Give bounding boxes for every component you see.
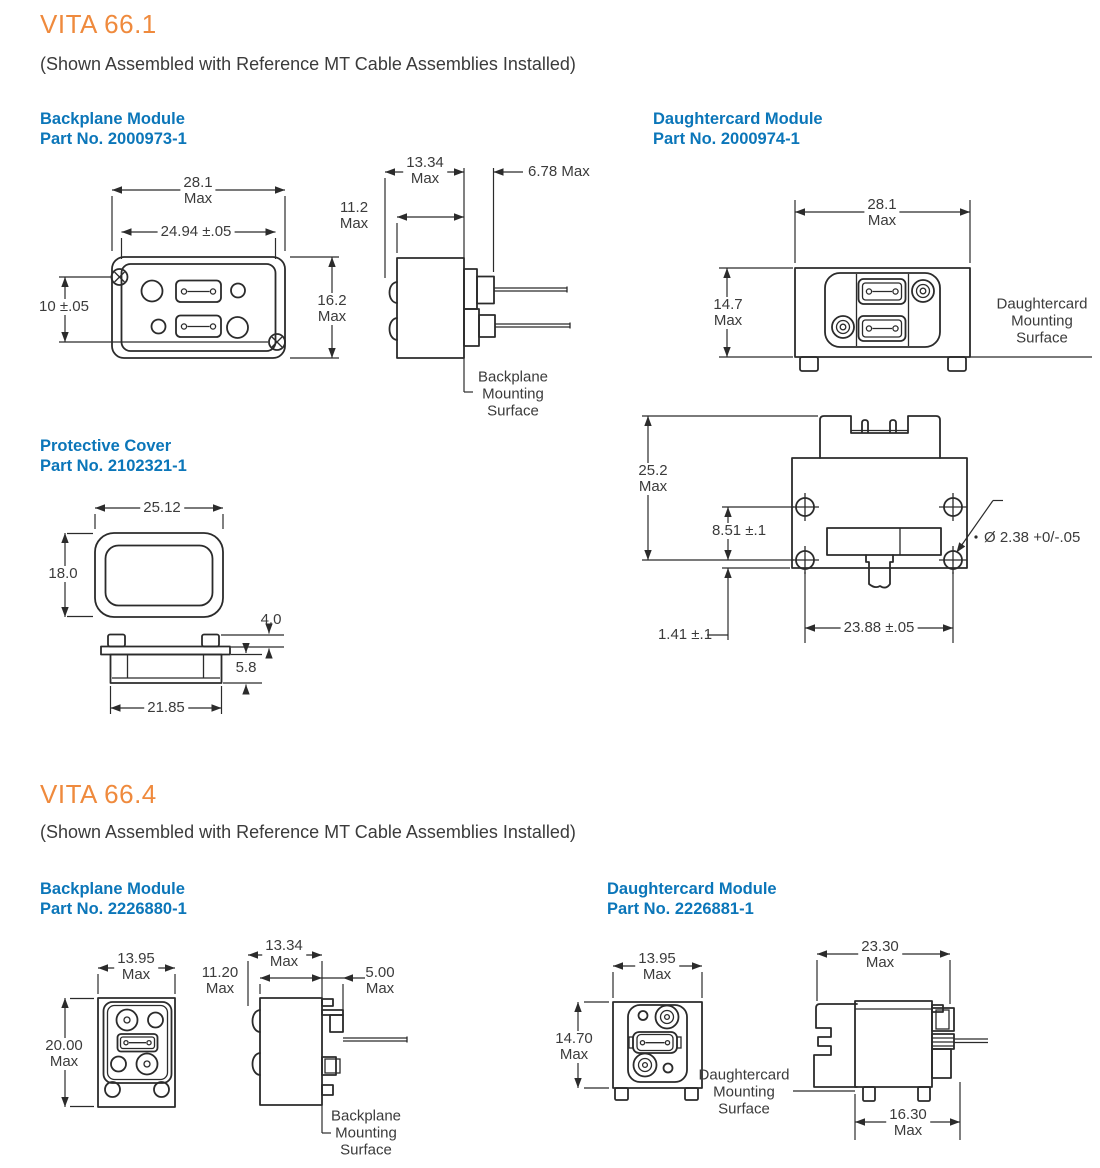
dim-664-bp-width-value: 13.95	[117, 950, 155, 967]
dim-664-dc-height-value: 14.70	[555, 1030, 593, 1047]
dim-664-dc-width-overall-max: Max	[865, 954, 895, 971]
heading-backplane-661	[40, 109, 187, 149]
backplane-661-side-drawing	[385, 168, 570, 392]
dim-664-dc-width-overall-value: 23.30	[861, 938, 899, 955]
dim-661-bp-body-depth	[340, 200, 368, 232]
note-line: Mounting	[1011, 312, 1073, 330]
note-661-daughtercard-mounting-surface	[997, 296, 1088, 347]
dim-664-bp-protrusion	[365, 965, 394, 997]
dim-cover-width: 25.12	[140, 500, 184, 516]
heading-daughtercard-661	[653, 109, 823, 149]
heading-backplane-661-name: Backplane Module	[40, 110, 185, 128]
heading-protective-cover-part: Part No. 2102321-1	[40, 457, 187, 475]
dim-661-dc-height-max: Max	[713, 312, 743, 329]
dim-cover-tab: 4.0	[260, 611, 282, 628]
dim-664-bp-width-max: Max	[121, 966, 151, 983]
note-line: Backplane	[330, 1107, 402, 1125]
note-line: Mounting	[482, 385, 544, 403]
dim-664-bp-height-value: 20.00	[45, 1037, 83, 1054]
heading-daughtercard-664-part: Part No. 2226881-1	[607, 900, 754, 918]
dim-664-bp-depth-max: Max	[269, 953, 299, 970]
dim-661-dc-hole-spacing-v: 8.51 ±.1	[709, 523, 769, 539]
dim-cover-height: 18.0	[45, 566, 80, 582]
dim-661-dc-total-height-value: 25.2	[638, 462, 668, 479]
dim-664-bp-body-depth-value: 11.20	[201, 964, 239, 981]
dim-661-bp-width-max: Max	[183, 190, 213, 207]
note-line: Surface	[718, 1100, 770, 1118]
dim-664-dc-width-value: 13.95	[638, 950, 676, 967]
dim-661-bp-body-depth-value: 11.2	[339, 199, 369, 216]
note-661-backplane-mounting-surface	[478, 369, 548, 420]
heading-daughtercard-661-name: Daughtercard Module	[653, 110, 823, 128]
heading-daughtercard-664	[607, 879, 777, 919]
dim-661-bp-height-value: 16.2	[317, 292, 347, 309]
dim-cover-skirt: 21.85	[144, 700, 188, 716]
dim-664-dc-base	[886, 1107, 930, 1139]
heading-protective-cover	[40, 436, 187, 476]
section-subtitle-vita-664: (Shown Assembled with Reference MT Cable Assemblies Installed)	[40, 822, 576, 842]
section-title-vita-661: VITA 66.1	[40, 9, 157, 39]
dim-661-dc-total-height	[635, 463, 670, 495]
dim-664-bp-height	[42, 1038, 86, 1070]
dim-661-dc-offset: 1.41 ±.1	[657, 626, 713, 643]
dim-661-bp-depth	[403, 155, 447, 187]
dim-cover-depth: 5.8	[235, 659, 257, 676]
dim-661-dc-width-max: Max	[867, 212, 897, 229]
note-line: Backplane	[477, 368, 549, 386]
dim-664-bp-height-max: Max	[49, 1053, 79, 1070]
heading-backplane-664	[40, 879, 187, 919]
dim-661-bp-depth-max: Max	[410, 170, 440, 187]
dim-661-bp-depth-value: 13.34	[406, 154, 444, 171]
dim-661-bp-inner-width: 24.94 ±.05	[158, 224, 235, 240]
dim-664-bp-protrusion-max: Max	[365, 980, 395, 997]
note-664-daughtercard-mounting-surface	[699, 1067, 790, 1118]
dim-664-dc-width-overall	[858, 939, 902, 971]
dim-661-dc-total-height-max: Max	[638, 478, 668, 495]
dim-664-bp-width	[114, 951, 158, 983]
dim-664-bp-body-depth-max: Max	[205, 980, 235, 997]
dim-664-dc-base-max: Max	[893, 1122, 923, 1139]
note-line: Surface	[487, 402, 539, 420]
dim-664-dc-width-max: Max	[642, 966, 672, 983]
dim-664-bp-body-depth	[202, 965, 238, 997]
note-line: Surface	[340, 1141, 392, 1159]
note-line: Surface	[1016, 329, 1068, 347]
heading-protective-cover-name: Protective Cover	[40, 437, 172, 455]
heading-daughtercard-661-part: Part No. 2000974-1	[653, 130, 800, 148]
dim-661-bp-height	[314, 293, 349, 325]
note-line: Mounting	[713, 1083, 775, 1101]
dim-661-dc-width	[864, 197, 899, 229]
dim-661-dc-height-value: 14.7	[713, 296, 743, 313]
dim-661-dc-width-value: 28.1	[867, 196, 897, 213]
dim-664-dc-width	[635, 951, 679, 983]
note-664-backplane-mounting-surface	[331, 1108, 401, 1159]
protective-cover-drawing	[65, 508, 284, 714]
daughtercard-661-rear-drawing	[642, 416, 1003, 643]
dim-661-bp-protrusion: 6.78 Max	[528, 163, 590, 180]
dim-661-dc-height	[710, 297, 745, 329]
dim-664-bp-depth-value: 13.34	[265, 937, 303, 954]
dim-661-bp-width-value: 28.1	[183, 174, 213, 191]
section-subtitle-vita-661: (Shown Assembled with Reference MT Cable Assemblies Installed)	[40, 54, 576, 74]
heading-backplane-661-part: Part No. 2000973-1	[40, 130, 187, 148]
dim-661-bp-screw-spacing: 10 ±.05	[36, 299, 92, 315]
heading-daughtercard-664-name: Daughtercard Module	[607, 880, 777, 898]
dim-661-dc-hole-diameter: Ø 2.38 +0/-.05	[984, 529, 1081, 546]
note-line: Mounting	[335, 1124, 397, 1142]
dim-664-dc-base-value: 16.30	[889, 1106, 927, 1123]
dim-664-dc-height-max: Max	[559, 1046, 589, 1063]
dim-661-bp-body-depth-max: Max	[339, 215, 369, 232]
dim-661-bp-height-max: Max	[317, 308, 347, 325]
note-line: Daughtercard	[996, 295, 1088, 313]
section-title-vita-664: VITA 66.4	[40, 779, 157, 809]
backplane-661-front-drawing	[59, 190, 339, 358]
dim-664-bp-protrusion-value: 5.00	[365, 964, 395, 981]
note-line: Daughtercard	[698, 1066, 790, 1084]
dim-664-bp-depth	[262, 938, 306, 970]
heading-backplane-664-part: Part No. 2226880-1	[40, 900, 187, 918]
heading-backplane-664-name: Backplane Module	[40, 880, 185, 898]
dim-661-dc-hole-spacing-h: 23.88 ±.05	[841, 620, 918, 636]
dim-664-dc-height	[552, 1031, 596, 1063]
dim-661-bp-width	[180, 175, 215, 207]
